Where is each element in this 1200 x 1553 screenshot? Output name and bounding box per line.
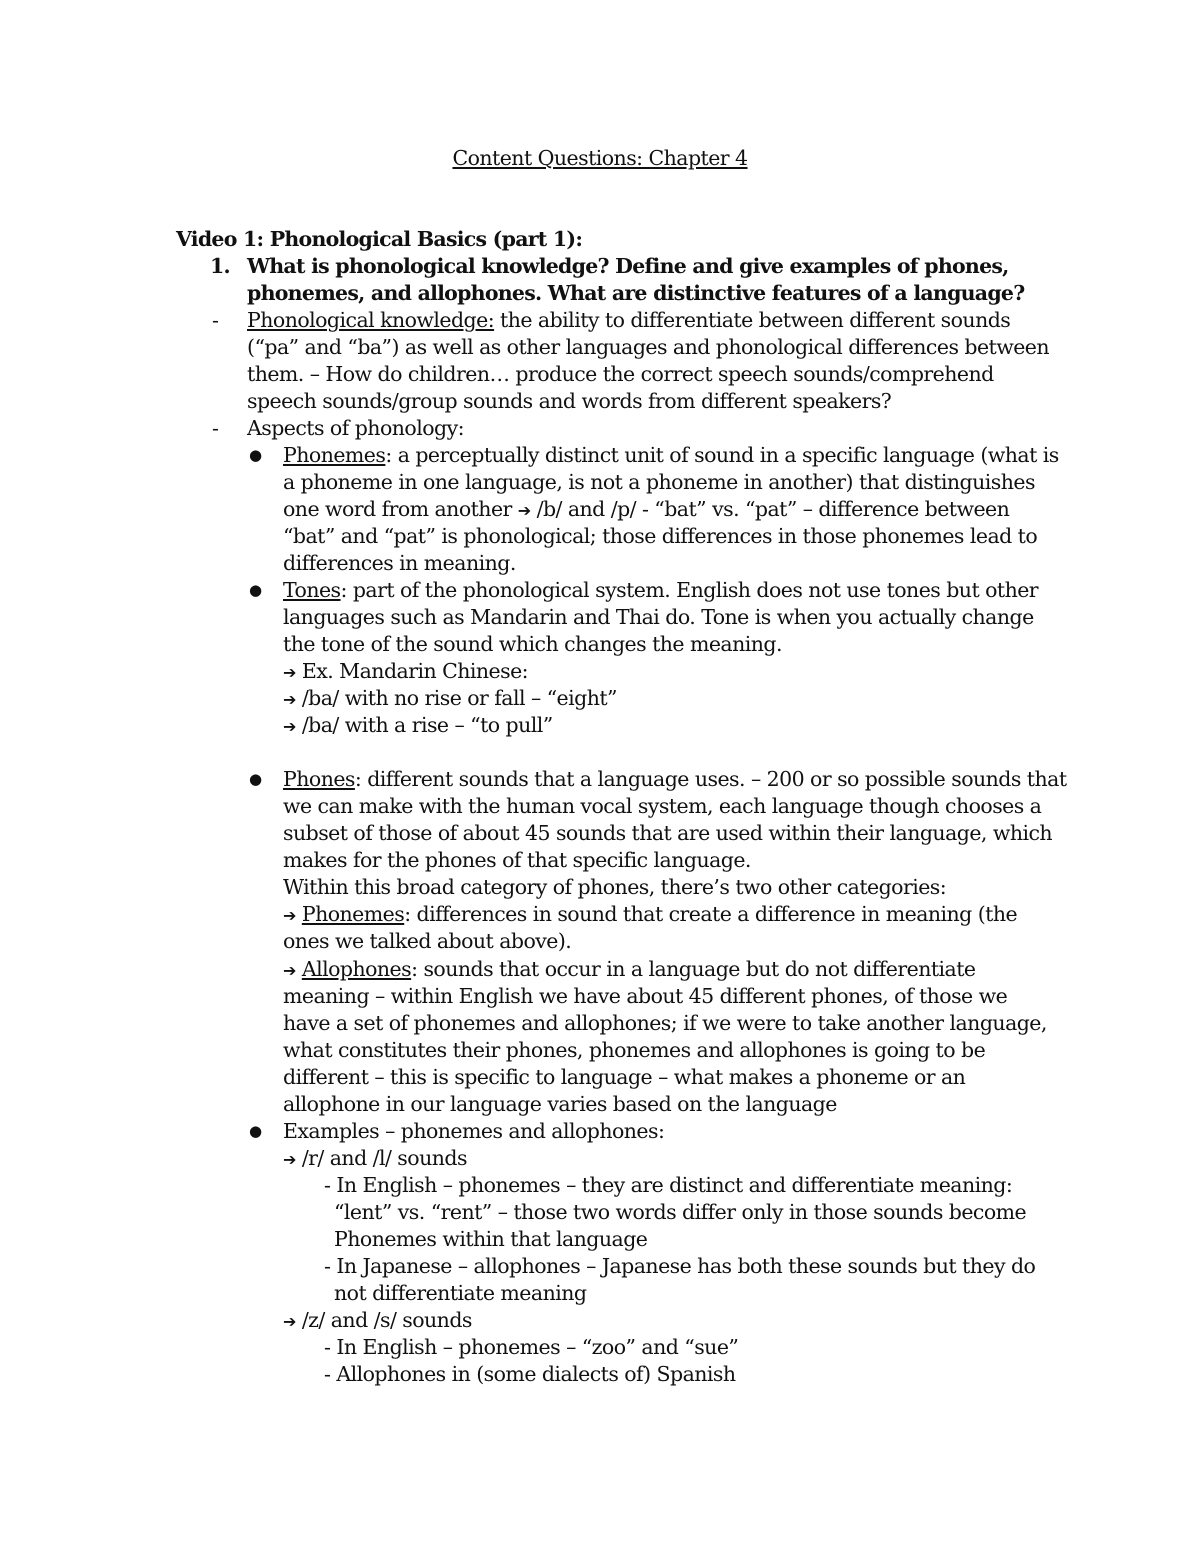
paragraph-line: have a set of phonemes and allophones; if we were to take another language, (283, 1011, 1047, 1035)
term-label: Phonemes (301, 902, 405, 926)
paragraph-line: ➔ Phonemes: differences in sound that create a difference in meaning (the (283, 902, 1018, 926)
bullet-icon: ● (249, 770, 263, 788)
paragraph-line: subset of those of about 45 sounds that are used within their language, which (283, 821, 1053, 845)
arrow-icon: ➔ (283, 717, 296, 736)
paragraph-line: speech sounds/group sounds and words from different speakers? (247, 389, 892, 413)
paragraph-line: Tones: part of the phonological system. English does not use tones but other (283, 578, 1039, 602)
question-number: 1. (210, 254, 230, 278)
paragraph-line: - Allophones in (some dialects of) Spanish (324, 1362, 736, 1386)
paragraph-line: languages such as Mandarin and Thai do. Tone is when you actually change (283, 605, 1034, 629)
paragraph-line: - In Japanese – allophones – Japanese has both these sounds but they do (324, 1254, 1036, 1278)
arrow-icon: ➔ (283, 906, 296, 925)
paragraph-line (247, 307, 1010, 334)
term-label: Phones (283, 767, 355, 791)
paragraph-line: Phonemes within that language (334, 1227, 648, 1251)
arrow-icon: ➔ (283, 690, 296, 709)
arrow-icon: ➔ (283, 1150, 296, 1169)
bullet-icon: ● (249, 446, 263, 464)
paragraph-line: allophone in our language varies based on the language (283, 1092, 837, 1116)
question-line: What is phonological knowledge? Define and give examples of phones, (247, 254, 1009, 278)
paragraph-line: (“pa” and “ba”) as well as other languages and phonological differences between (247, 335, 1050, 359)
paragraph-line: the tone of the sound which changes the meaning. (283, 632, 782, 656)
paragraph-line: “lent” vs. “rent” – those two words differ only in those sounds become (334, 1200, 1027, 1224)
paragraph-line: differences in meaning. (283, 551, 516, 575)
paragraph-line: ➔ Ex. Mandarin Chinese: (283, 659, 529, 683)
paragraph-line: a phoneme in one language, is not a phoneme in another) that distinguishes (283, 470, 1035, 494)
paragraph-line: “bat” and “pat” is phonological; those differences in those phonemes lead to (283, 524, 1038, 548)
paragraph-line: Examples – phonemes and allophones: (283, 1119, 665, 1143)
paragraph-line: ones we talked about above). (283, 929, 572, 953)
arrow-icon: ➔ (283, 663, 296, 682)
paragraph-line: different – this is specific to language – what makes a phoneme or an (283, 1065, 966, 1089)
section-heading: Video 1: Phonological Basics (part 1): (176, 227, 583, 251)
paragraph-line: - In English – phonemes – they are distinct and differentiate meaning: (324, 1173, 1013, 1197)
paragraph-line: ➔ /ba/ with a rise – “to pull” (283, 713, 553, 737)
paragraph-line: them. – How do children… produce the correct speech sounds/comprehend (247, 362, 994, 386)
paragraph-line: Within this broad category of phones, there’s two other categories: (283, 875, 947, 899)
paragraph-line: makes for the phones of that specific language. (283, 848, 751, 872)
paragraph-line: what constitutes their phones, phonemes and allophones is going to be (283, 1038, 986, 1062)
term-label: Phonological knowledge: (247, 308, 495, 332)
term-label: Phonemes (283, 443, 386, 467)
paragraph-line: ➔ /z/ and /s/ sounds (283, 1308, 472, 1332)
paragraph-line: Phonemes: a perceptually distinct unit of sound in a specific language (what is (283, 443, 1059, 467)
question-line: phonemes, and allophones. What are distinctive features of a language? (247, 281, 1025, 305)
page-title: Content Questions: Chapter 4 (452, 146, 748, 170)
term-label: Allophones (301, 957, 412, 981)
arrow-icon: ➔ (517, 501, 531, 520)
paragraph-line: ➔ Allophones: sounds that occur in a language but do not differentiate (283, 957, 976, 981)
paragraph-line: ➔ /ba/ with no rise or fall – “eight” (283, 686, 617, 710)
definition-text: the ability to differentiate between different sounds (494, 308, 1011, 332)
paragraph-line: ➔ /r/ and /l/ sounds (283, 1146, 467, 1170)
dash-marker: - (212, 416, 219, 440)
dash-marker: - (212, 308, 219, 332)
aspects-label: Aspects of phonology: (247, 416, 464, 440)
paragraph-line: Phones: different sounds that a language uses. – 200 or so possible sounds that (283, 767, 1067, 791)
paragraph-line: one word from another ➔ /b/ and /p/ - “bat” vs. “pat” – difference between (283, 497, 1010, 521)
bullet-icon: ● (249, 581, 263, 599)
bullet-icon: ● (249, 1122, 263, 1140)
term-label: Tones (283, 578, 341, 602)
paragraph-line: meaning – within English we have about 45 different phones, of those we (283, 984, 1008, 1008)
arrow-icon: ➔ (283, 1312, 296, 1331)
arrow-icon: ➔ (283, 961, 296, 980)
paragraph-line: not differentiate meaning (334, 1281, 587, 1305)
paragraph-line: we can make with the human vocal system, each language though chooses a (283, 794, 1042, 818)
paragraph-line: - In English – phonemes – “zoo” and “sue” (324, 1335, 739, 1359)
